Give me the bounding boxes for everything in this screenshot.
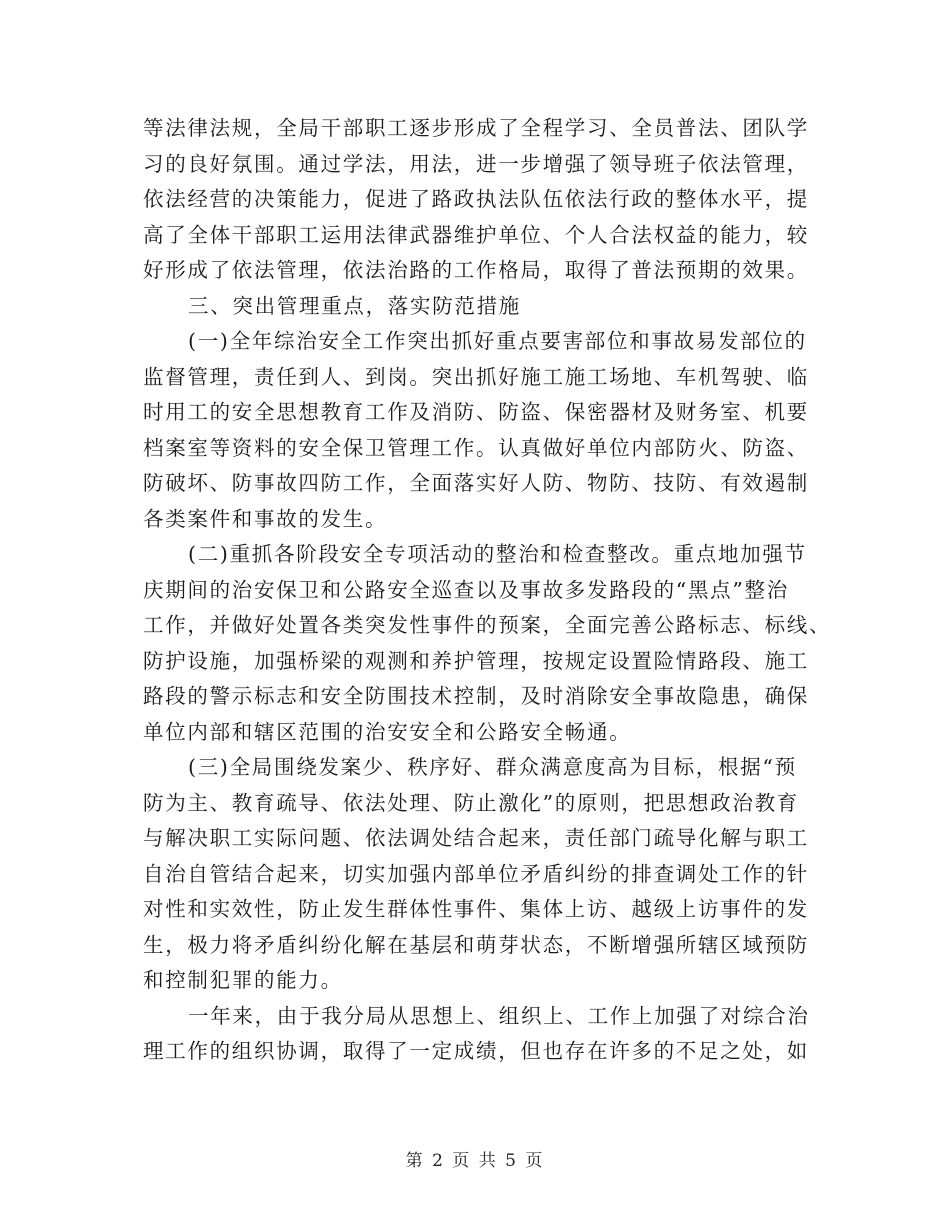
text-line: 和控制犯罪的能力。 [143, 968, 343, 992]
text-line: 工作，并做好处置各类突发性事件的预案，全面完善公路标志、标线、 [143, 613, 832, 637]
text-line: (三)全局围绕发案少、秩序好、群众满意度高为目标，根据“预 [188, 755, 797, 779]
document-body [143, 111, 832, 1070]
text-line: 生，极力将矛盾纠纷化解在基层和萌芽状态，不断增强所辖区域预防 [143, 932, 809, 957]
text-line: 防为主、教育疏导、依法处理、防止激化”的原则，把思想政治教育 [143, 790, 799, 815]
text-line: 时用工的安全思想教育工作及消防、防盗、保密器材及财务室、机要 [143, 400, 809, 424]
text-line: 庆期间的治安保卫和公路安全巡查以及事故多发路段的“黑点”整治 [143, 577, 789, 602]
heading-line: 三、突出管理重点，落实防范措施 [188, 293, 521, 318]
paragraph-item-2 [143, 537, 832, 750]
text-line: (二)重抓各阶段安全专项活动的整治和检查整改。重点地加强节 [188, 542, 807, 566]
text-line: 路段的警示标志和安全防围技术控制，及时消除安全事故隐患，确保 [143, 684, 809, 708]
text-line: 对性和实效性，防止发生群体性事件、集体上访、越级上访事件的发 [143, 897, 809, 921]
text-line: 监督管理，责任到人、到岗。突出抓好施工施工场地、车机驾驶、临 [143, 364, 809, 389]
text-line: 习的良好氛围。通过学法，用法，进一步增强了领导班子依法管理， [143, 151, 809, 176]
text-line: 理工作的组织协调，取得了一定成绩，但也存在许多的不足之处，如 [143, 1039, 809, 1063]
text-line: 自治自管结合起来，切实加强内部单位矛盾纠纷的排查调处工作的针 [143, 861, 809, 886]
text-line: 与解决职工实际问题、依法调处结合起来，责任部门疏导化解与职工 [143, 826, 809, 850]
text-line: 档案室等资料的安全保卫管理工作。认真做好单位内部防火、防盗、 [143, 435, 809, 460]
text-line: 依法经营的决策能力，促进了路政执法队伍依法行政的整体水平，提 [143, 187, 809, 211]
text-line: 防破坏、防事故四防工作，全面落实好人防、物防、技防、有效遏制 [143, 471, 809, 495]
paragraph-summary [143, 999, 810, 1070]
text-line: 高了全体干部职工运用法律武器维护单位、个人合法权益的能力，较 [143, 222, 809, 247]
page-number-footer: 第 2 页 共 5 页 [405, 1151, 545, 1171]
text-line: 单位内部和辖区范围的治安安全和公路安全畅通。 [143, 719, 632, 744]
text-line: 一年来，由于我分局从思想上、组织上、工作上加强了对综合治 [188, 1003, 810, 1028]
paragraph-legal-study [143, 111, 809, 289]
paragraph-item-3 [143, 750, 809, 999]
text-line: 各类案件和事故的发生。 [143, 506, 388, 531]
text-line: (一)全年综治安全工作突出抓好重点要害部位和事故易发部位的 [188, 329, 807, 353]
text-line: 防护设施，加强桥梁的观测和养护管理，按规定设置险情路段、施工 [143, 648, 809, 673]
section-heading-3 [143, 289, 803, 325]
paragraph-item-1 [143, 324, 809, 537]
text-line: 等法律法规，全局干部职工逐步形成了全程学习、全员普法、团队学 [143, 116, 809, 140]
text-line: 好形成了依法管理，依法治路的工作格局，取得了普法预期的效果。 [143, 258, 809, 282]
